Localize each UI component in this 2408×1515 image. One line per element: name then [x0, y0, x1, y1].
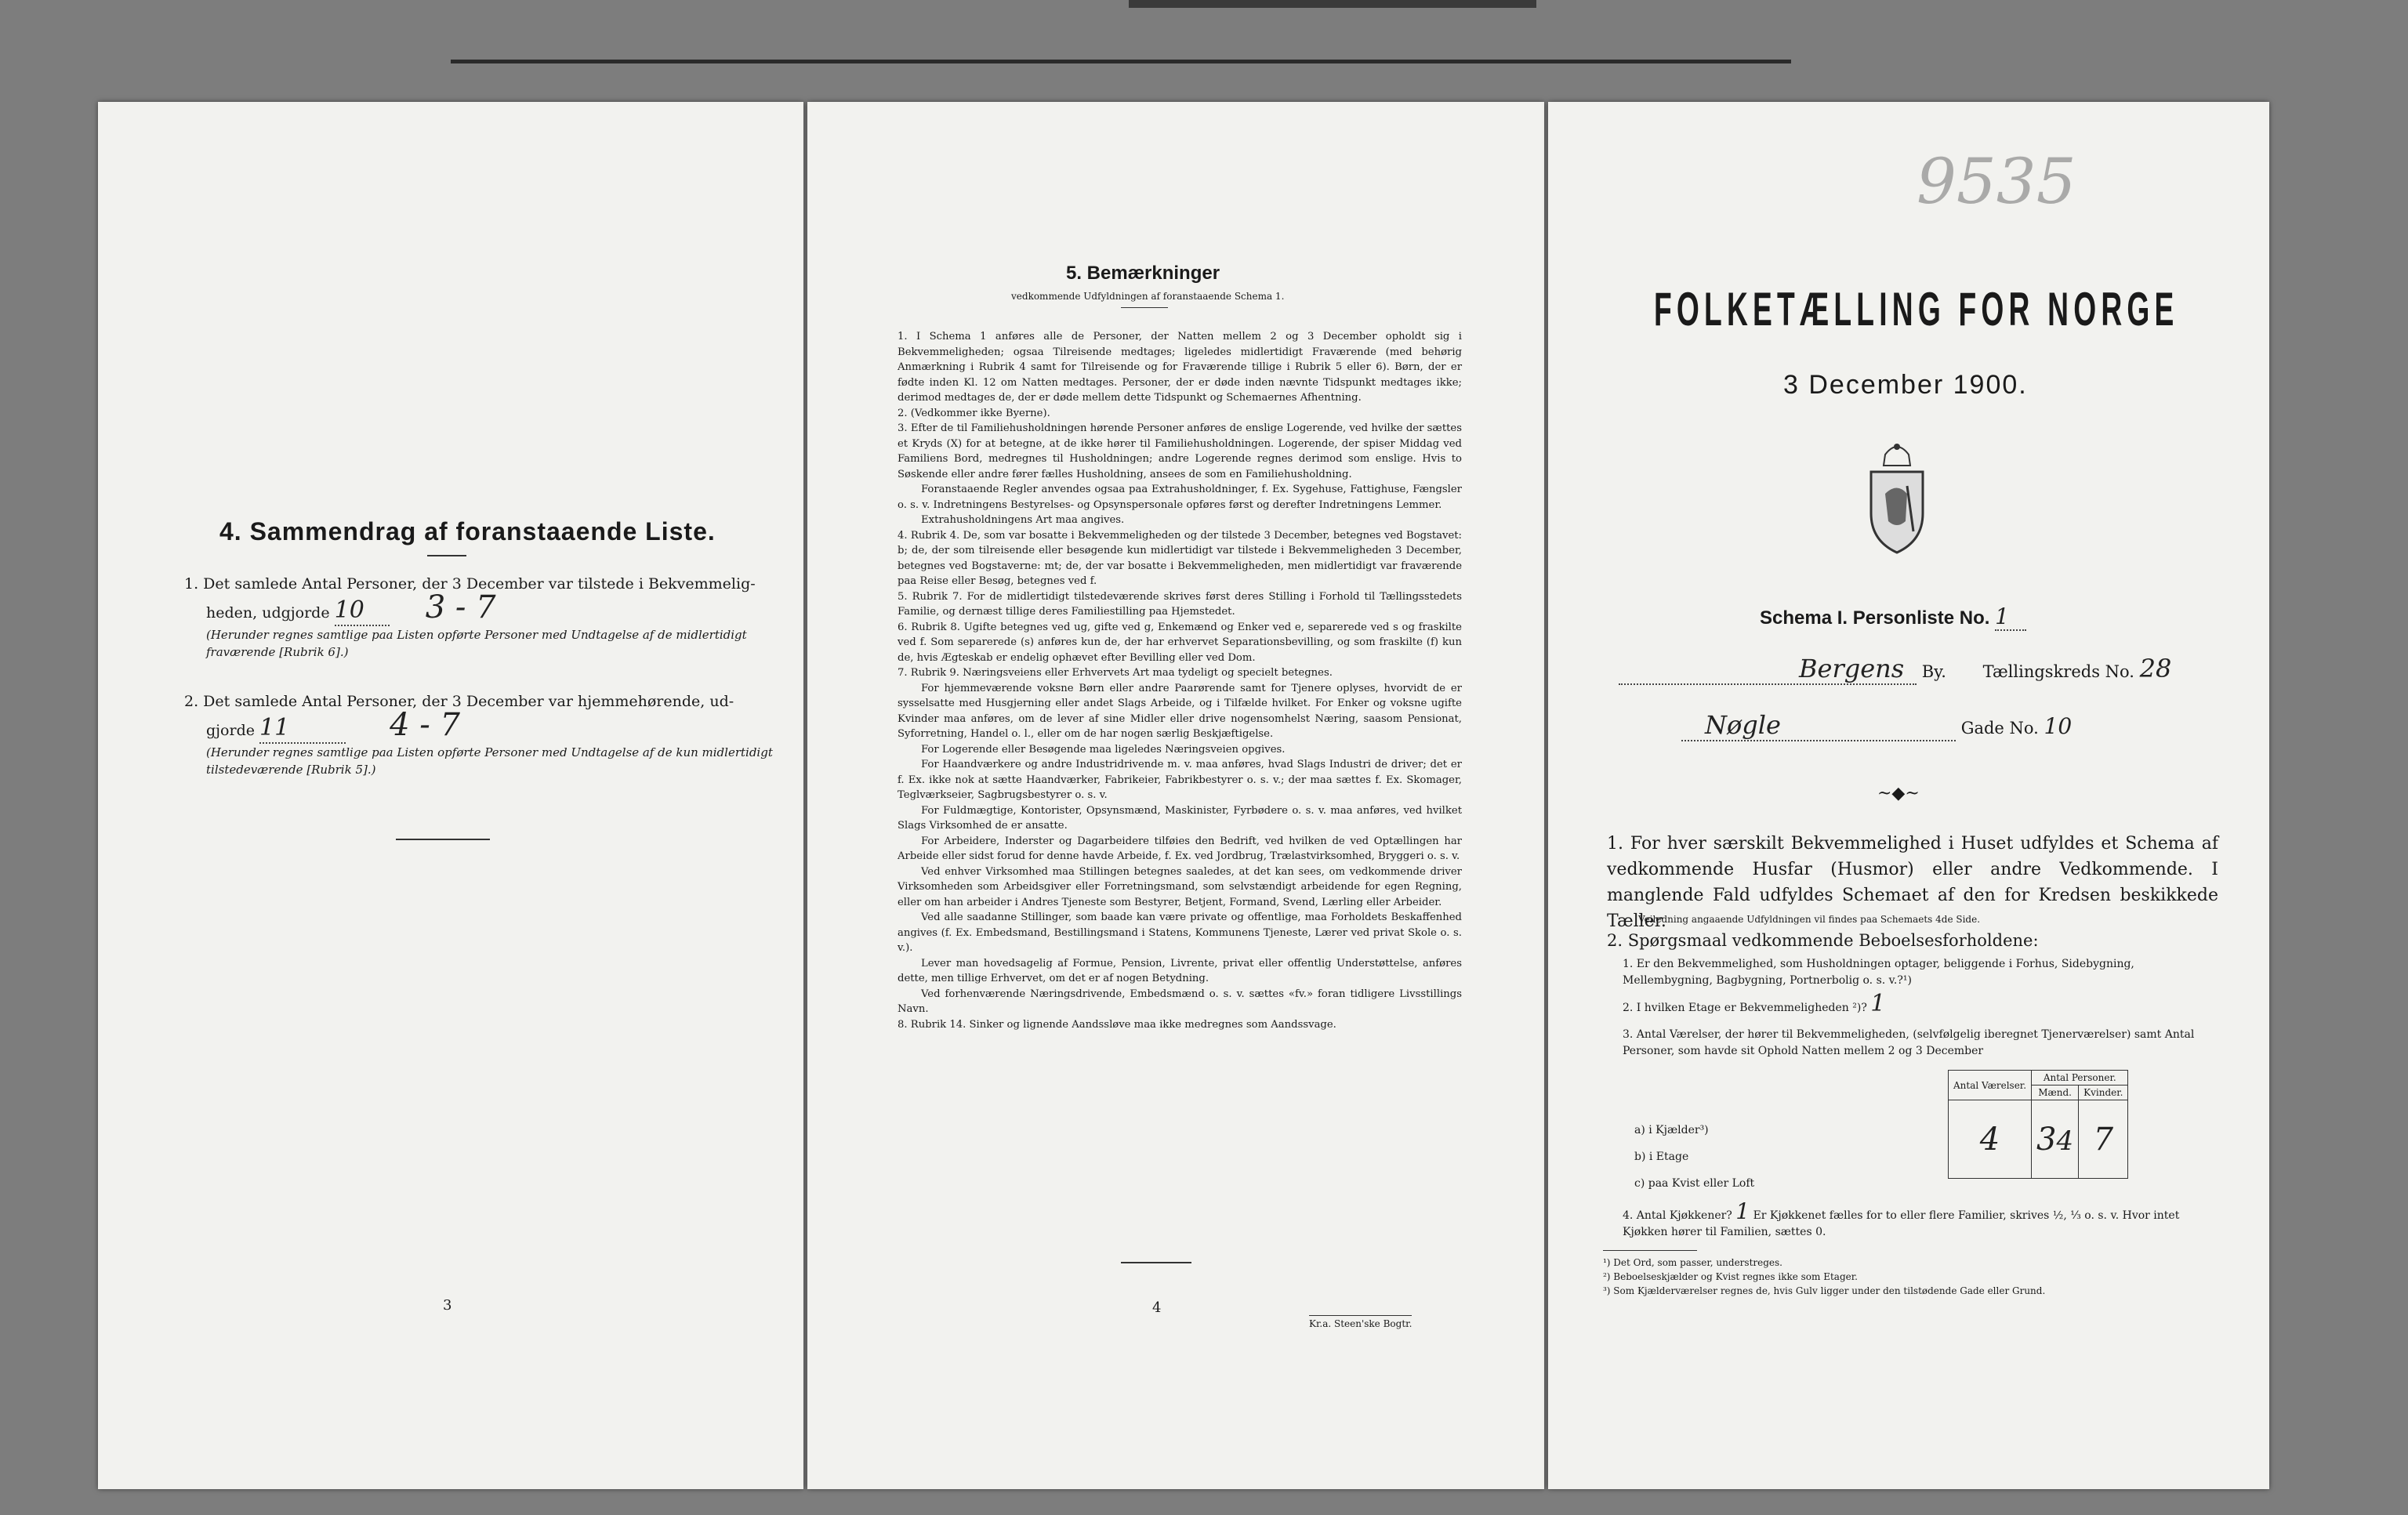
- instruction-1: 1. For hver særskilt Bekvemmelighed i Huset udfyldes et Schema af vedkommende Husfar (Husmor) eller andre Vedkommende. I manglende Fald udfyldes Schemaet af den for Kredsen beskikkede Tæller.: [1607, 834, 2218, 931]
- remark-paragraph: Extrahusholdningens Art maa angives.: [921, 514, 1125, 526]
- page-middle: [807, 102, 1544, 1489]
- summary-item-2: 2. Det samlede Antal Personer, der 3 December var hjemmehørende, ud- gjorde 11 4 - 7 (Herunder regnes samtlige paa Listen opførte Personer med Undtagelse af de kun midlertidigt tilstedeværende [Rubrik 5].): [184, 693, 773, 777]
- street-line: Nøgle Gade No. 10: [1681, 713, 2230, 741]
- question-1: 1. Er den Bekvemmelighed, som Husholdningen optager, beliggende i Forhus, Sidebygning, Mellembygning, Bagbygning, Portnerbolig o. s. v.?¹): [1623, 958, 2134, 987]
- page-number: 4: [1152, 1299, 1162, 1316]
- remark-paragraph: For Haandværkere og andre Industridrivende m. v. maa anføres, hvad Slags Industri de driver; det er f. Ex. ikke nok at sætte Haandværker, Fabrikeier, Fabrikbestyrer o. s. v.; der maa sættes f. Ex. Skomager, Teglværkseier, Sagbrugsbestyrer o. s. v.: [898, 759, 1462, 801]
- section-rule: [1121, 1262, 1191, 1263]
- question-4: 4. Antal Kjøkkener? 1 Er Kjøkkenet fælles for to eller flere Familier, skrives ½, ⅓ o. s. v. Hvor intet Kjøkken hører til Familien, sættes 0.: [1623, 1198, 2180, 1238]
- page-left: [98, 102, 803, 1489]
- footnote-rule: [1603, 1250, 1697, 1251]
- form-title: FOLKETÆLLING FOR NORGE: [1654, 283, 2179, 335]
- instruction-2: 2. Spørgsmaal vedkommende Beboelsesforholdene:: [1607, 931, 2039, 950]
- remark-paragraph: For Logerende eller Besøgende maa ligeledes Næringsveien opgives.: [921, 743, 1286, 756]
- city-line: Bergens By. Tællingskreds No. 28: [1619, 657, 2238, 685]
- heading-rule: [1121, 307, 1168, 308]
- remark-paragraph: 8. Rubrik 14. Sinker og lignende Aandssløve maa ikke medregnes som Aandssvage.: [898, 1018, 1336, 1031]
- remark-paragraph: Ved forhenværende Næringsdrivende, Embedsmænd o. s. v. sættes «fv.» foran tidligere Livsstillings Navn.: [898, 988, 1462, 1015]
- handwritten-value: 11: [259, 714, 290, 741]
- page-number: 3: [443, 1297, 452, 1314]
- remark-paragraph: Foranstaaende Regler anvendes ogsaa paa Extrahusholdninger, f. Ex. Sygehuse, Fattighuse, Fængsler o. s. v. Indretningens Bestyrelses- og Opsynspersonale opføres først og derefter Indretningens Lemmer.: [898, 484, 1462, 511]
- form-date: 3 December 1900.: [1783, 370, 2028, 400]
- page-right: [1548, 102, 2269, 1489]
- schema-label: Schema I. Personliste No. 1: [1760, 603, 2026, 631]
- remark-paragraph: Ved alle saadanne Stillinger, som baade kan være private og offentlige, maa Forholdets Beskaffenhed angives (f. Ex. Embedsmand, Bestillingsmand i Statens, Kommunens Tjeneste, Lærer ved privat Skole o. s. v.).: [898, 912, 1462, 954]
- question-2: 2. I hvilken Etage er Bekvemmeligheden ²)? 1: [1623, 990, 1886, 1017]
- room-rows: a) i Kjælder³) b) i Etage c) paa Kvist eller Loft: [1634, 1124, 1755, 1190]
- remark-paragraph: 3. Efter de til Familiehusholdningen hørende Personer anføres de enslige Logerende, ved hvilke der sættes et Kryds (X) for at betegne, at de ikke hører til Familiehusholdningen. Logerende, der spiser Middag ved Familiens Bord, medregnes til Husholdningen; andre Logerende regnes derimod som enslige. Hvis to Søskende eller andre fører fælles Husholdning, ansees de som en Familiehusholdning.: [898, 422, 1462, 480]
- counts-table: Antal Værelser. Antal Personer. Mænd. Kvinder. 4 34 7: [1948, 1070, 2128, 1179]
- footnotes: ¹) Det Ord, som passer, understreges. ²) Beboelseskjælder og Kvist regnes ikke som Etager. ³) Som Kjælderværelser regnes de, hvis Gulv ligger under den tilstødende Gade eller Grund.: [1603, 1257, 2046, 1296]
- remark-paragraph: 6. Rubrik 8. Ugifte betegnes ved ug, gifte ved g, Enkemænd og Enker ved e, separerede ved s og fraskilte ved f. Som separerede (s) anføres kun de, der har erhvervet Separationsbevilling, og som fraskilte (f) kun de, hvis Ægteskab er endelig ophævet efter Bevilling eller ved Dom.: [898, 621, 1462, 664]
- instruction-1-note: Veiledning angaaende Udfyldningen vil findes paa Schemaets 4de Side.: [1638, 914, 1981, 925]
- remarks-list: [898, 329, 1462, 1032]
- handwritten-value: 10: [334, 596, 364, 624]
- remarks-subheading: vedkommende Udfyldningen af foranstaaende Schema 1.: [1011, 291, 1285, 302]
- scan-rule: [451, 60, 1791, 63]
- remark-paragraph: For hjemmeværende voksne Børn eller andre Paarørende samt for Tjenere oplyses, hvorvidt de er sysselsatte med Husgjerning eller andet Slags Arbeide, og i Tilfælde hvilket. For Enker og voksne ugifte Kvinder maa anføres, om de lever af sine Midler eller drive nogensomhelst Næring, saasom Pensionat, Syforretning, Handel o. l., eller om de har nogen særlig Beskjæftigelse.: [898, 682, 1462, 740]
- archive-number: 9535: [1917, 145, 2076, 218]
- question-3: 3. Antal Værelser, der hører til Bekvemmeligheden, (selvfølgelig iberegnet Tjenerværelser) samt Antal Personer, som havde sit Ophold Natten mellem 2 og 3 December: [1623, 1028, 2195, 1057]
- schema-number: 1: [1995, 603, 2009, 629]
- remark-paragraph: Ved enhver Virksomhed maa Stillingen betegnes saaledes, at det kan sees, om vedkommende driver Virksomheden som Arbeidsgiver eller Forretningsmand, som selvstændigt arbeidende for egen Regning, eller om han arbeider i Andres Tjeneste som Bestyrer, Betjent, Formand, Svend, Lærling eller Arbeider.: [898, 865, 1462, 908]
- remark-paragraph: 2. (Vedkommer ikke Byerne).: [898, 407, 1050, 419]
- printer-mark: Kr.a. Steen'ske Bogtr.: [1309, 1315, 1412, 1330]
- heading-rule: [427, 555, 466, 556]
- remark-paragraph: Lever man hovedsagelig af Formue, Pension, Livrente, privat eller offentlig Understøttelse, anføres dette, men tillige Erhvervet, om det er af nogen Betydning.: [898, 957, 1462, 984]
- scan-edge: [1129, 0, 1536, 8]
- remark-paragraph: For Arbeidere, Inderster og Dagarbeidere tilføies den Bedrift, ved hvilken de ved Optællingen har Arbeide eller sidst forud for denne havde Arbeide, f. Ex. ved Jordbrug, Trælastvirksomhed, Bryggeri o. s. v.: [898, 835, 1462, 862]
- remarks-heading: 5. Bemærkninger: [1066, 263, 1220, 284]
- remark-paragraph: 7. Rubrik 9. Næringsveiens eller Erhvervets Art maa tydeligt og specielt betegnes.: [898, 667, 1333, 679]
- section-rule: [396, 839, 490, 840]
- remark-paragraph: 4. Rubrik 4. De, som var bosatte i Bekvemmeligheden og der tilstede 3 December, betegnes ved Bogstavet: b; de, der som tilreisende eller besøgende kun midlertidigt var tilstede i Bekvemmeligheden 3 December, betegnes ved Bogstaverne: mt; de, der var bosatte i Bekvemmeligheden, men midlertidigt var fraværende paa Reise eller Besøg, betegnes ved f.: [898, 529, 1462, 587]
- coat-of-arms-icon: [1862, 439, 1932, 560]
- handwritten-value: 3 - 7: [425, 589, 496, 625]
- ornament-icon: ~◆~: [1877, 784, 1920, 803]
- remark-paragraph: 5. Rubrik 7. For de midlertidigt tilstedeværende skrives først deres Stilling i Forhold til Tællingsstedets Familie, og dernæst tillige deres Familiestilling paa Hjemstedet.: [898, 590, 1462, 618]
- handwritten-value: 4 - 7: [390, 707, 460, 743]
- summary-heading: 4. Sammendrag af foranstaaende Liste.: [219, 517, 716, 545]
- summary-item-1: 1. Det samlede Antal Personer, der 3 December var tilstede i Bekvemmelig- heden, udgjorde 10 3 - 7 (Herunder regnes samtlige paa Listen opførte Personer med Undtagelse af de midlertidigt fraværende [Rubrik 6].): [184, 575, 756, 659]
- remark-paragraph: For Fuldmægtige, Kontorister, Opsynsmænd, Maskinister, Fyrbødere o. s. v. maa anføres, ved hvilket Slags Virksomhed de er ansatte.: [898, 804, 1462, 832]
- remark-paragraph: 1. I Schema 1 anføres alle de Personer, der Natten mellem 2 og 3 December opholdt sig i Bekvemmeligheden; ogsaa Tilreisende medtages; ligeledes midlertidigt Fraværende (med behørig Anmærkning i Rubrik 4 samt for Tilreisende og for Fraværende tillige i Rubrik 5 eller 6). Børn, der er fødte inden Kl. 12 om Natten medtages. Personer, der er døde inden nævnte Tidspunkt medtages ikke; derimod medtages de, der er døde mellem dette Tidspunkt og Schemaernes Afhentning.: [898, 331, 1462, 404]
